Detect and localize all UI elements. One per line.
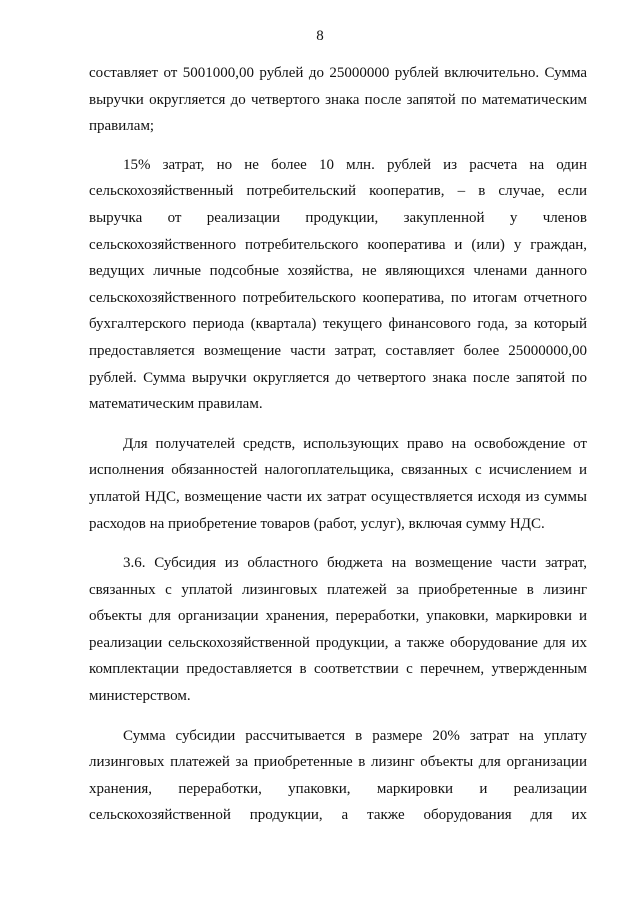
- page-number: 8: [316, 28, 324, 44]
- document-body: [89, 60, 587, 829]
- paragraph-subsidy-amount: Сумма субсидии рассчитывается в размере 20% затрат на уплату лизинговых платежей за приобретенные в лизинг объекты для организации хранения, переработки, упаковки, маркировки и реализации сельскохозяйственной продукции, а также оборудования для их: [89, 727, 587, 824]
- paragraph-revenue-range: составляет от 5001000,00 рублей до 25000000 рублей включительно. Сумма выручки округляется до четвертого знака после запятой по математическим правилам;: [89, 65, 587, 135]
- paragraph-fifteen-percent-costs: 15% затрат, но не более 10 млн. рублей из расчета на один сельскохозяйственный потребительский кооператив, – в случае, если выручка от реализации продукции, закупленной у членов сельскохозяйственного потребительского кооператива и (или) у граждан, ведущих личные подсобные хозяйства, не являющихся членами данного сельскохозяйственного потребительского кооператива, по итогам отчетного бухгалтерского периода (квартала) текущего финансового года, за который предоставляется возмещение части затрат, составляет более 25000000,00 рублей. Сумма выручки округляется до четвертого знака после запятой по математическим правилам.: [89, 156, 587, 413]
- paragraph-vat-exemption: Для получателей средств, использующих право на освобождение от исполнения обязанностей налогоплательщика, связанных с исчислением и уплатой НДС, возмещение части их затрат осуществляется исходя из суммы расходов на приобретение товаров (работ, услуг), включая сумму НДС.: [89, 435, 587, 532]
- paragraph-section-3-6: 3.6. Субсидия из областного бюджета на возмещение части затрат, связанных с уплатой лизинговых платежей за приобретенные в лизинг объекты для организации хранения, переработки, упаковки, маркировки и реализации сельскохозяйственной продукции, а также оборудование для их комплектации предоставляется в соответствии с перечнем, утвержденным министерством.: [89, 555, 587, 705]
